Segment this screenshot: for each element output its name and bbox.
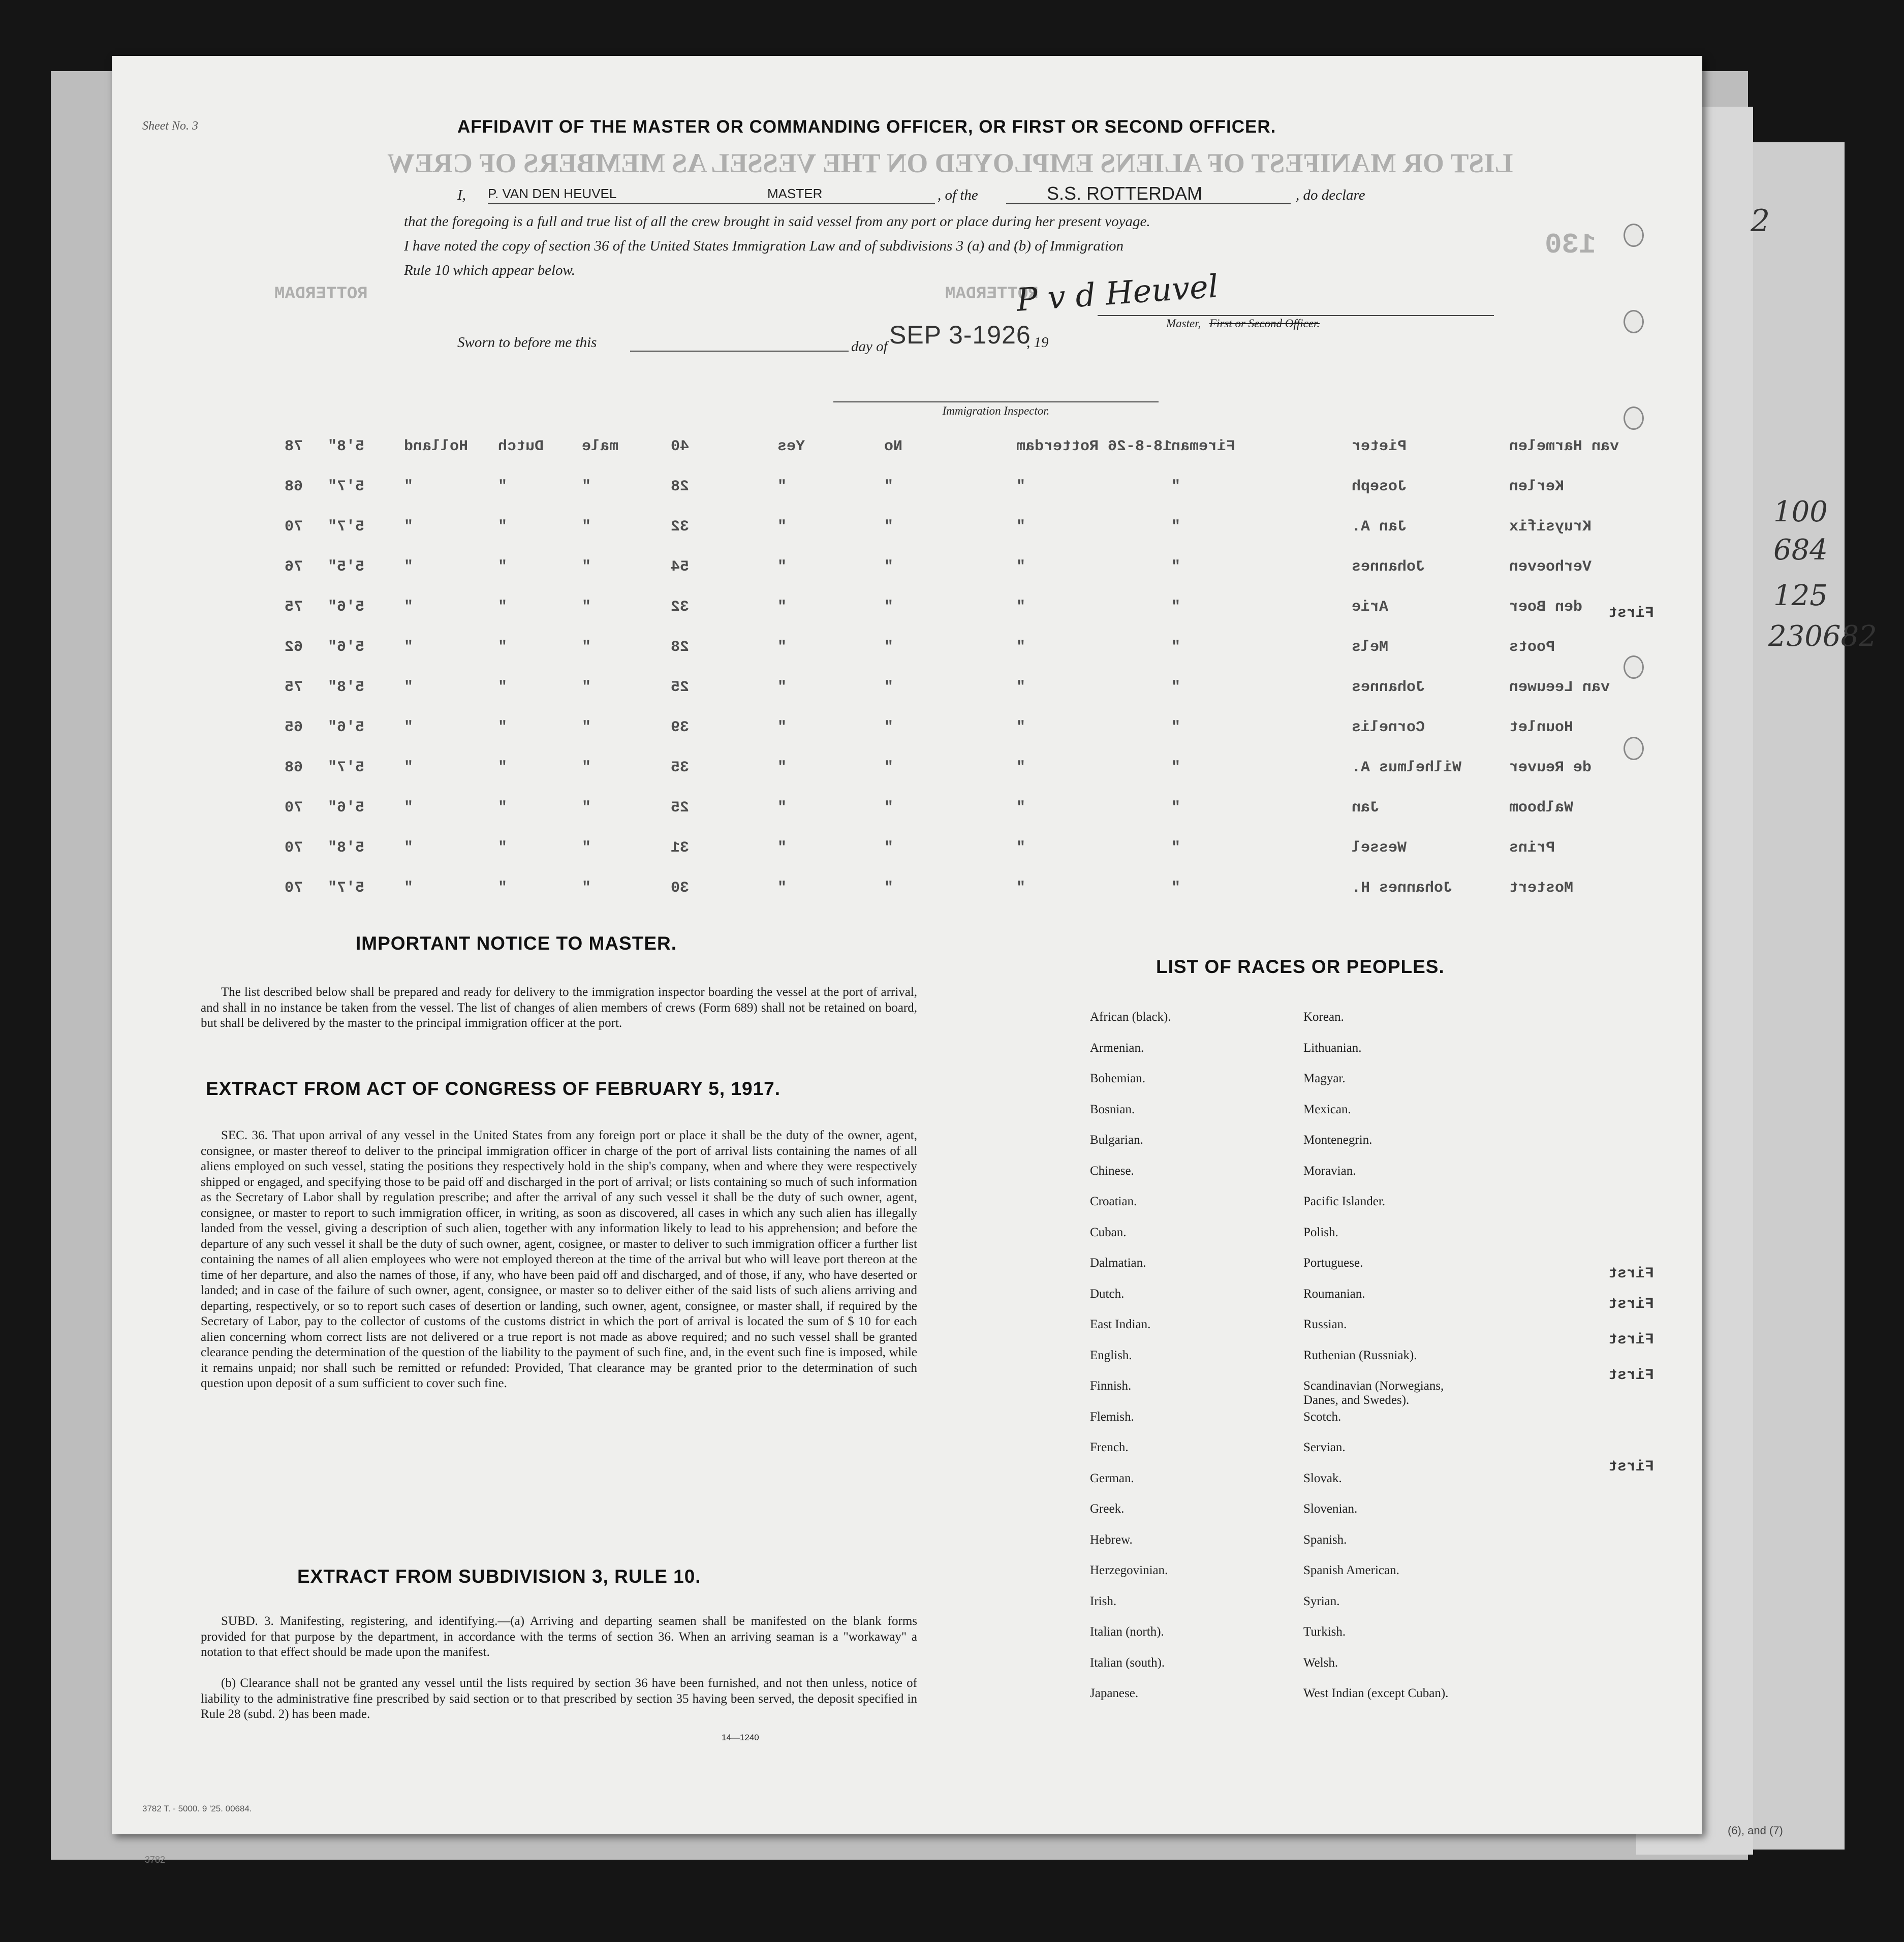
race-item: Spanish. xyxy=(1303,1532,1347,1547)
punch-hole xyxy=(1624,406,1644,430)
race-item: Bosnian. xyxy=(1090,1102,1135,1116)
crew-surname: Hounlet xyxy=(1509,719,1574,736)
act-extract-title: EXTRACT FROM ACT OF CONGRESS OF FEBRUARY 5, 1917. xyxy=(206,1078,781,1099)
crew-sex: " xyxy=(582,759,591,776)
crew-shipped: " xyxy=(1016,558,1026,576)
crew-surname: Walboom xyxy=(1509,799,1574,817)
side-label: First xyxy=(1608,1331,1655,1349)
race-item: Montenegrin. xyxy=(1303,1133,1372,1147)
do-declare-label: , do declare xyxy=(1296,187,1365,203)
crew-discharged: " xyxy=(884,759,894,776)
crew-weight: 76 xyxy=(285,558,303,576)
race-item: Portuguese. xyxy=(1303,1256,1363,1270)
crew-surname: Poots xyxy=(1509,639,1555,656)
side-label: First xyxy=(1608,1458,1655,1476)
fill-line xyxy=(488,203,742,204)
affidavit-page xyxy=(112,56,1702,1834)
race-item: Dalmatian. xyxy=(1090,1256,1146,1270)
crew-race: " xyxy=(498,759,508,776)
race-item: Pacific Islander. xyxy=(1303,1195,1386,1208)
crew-shipped: " xyxy=(1016,719,1026,736)
crew-given: Joseph xyxy=(1352,478,1407,495)
corner-code: 3782 xyxy=(145,1855,166,1865)
race-item: Spanish American. xyxy=(1303,1563,1399,1577)
handwritten-number: 2 xyxy=(1751,203,1770,239)
race-item: Italian (south). xyxy=(1090,1655,1165,1670)
crew-race: " xyxy=(498,799,508,817)
crew-sex: " xyxy=(582,558,591,576)
crew-position: " xyxy=(1171,518,1181,536)
notice-body: The list described below shall be prepared and ready for delivery to the immigration inspector boarding the vessel at the port of arrival, and shall in no instance be taken from the vessel. The list of changes of alien members of crews (Form 689) shall not be retained on board, but shall be delivered by the master to the principal immigration officer at the port. xyxy=(201,985,917,1030)
crew-nationality: " xyxy=(404,518,414,536)
race-item: Moravian. xyxy=(1303,1164,1356,1178)
crew-age: 25 xyxy=(671,799,690,817)
crew-surname: Prins xyxy=(1509,839,1555,857)
crew-age: 28 xyxy=(671,478,690,495)
crew-given: Jan A. xyxy=(1352,518,1407,536)
crew-height: 5'8" xyxy=(328,679,365,696)
officer-name: P. VAN DEN HEUVEL xyxy=(488,186,617,201)
crew-shipped: " xyxy=(1016,679,1026,696)
crew-shipped: " xyxy=(1016,880,1026,897)
crew-age: 31 xyxy=(671,839,690,857)
vessel-name: S.S. ROTTERDAM xyxy=(1047,183,1203,204)
crew-position: " xyxy=(1171,558,1181,576)
notice-title: IMPORTANT NOTICE TO MASTER. xyxy=(356,933,677,954)
crew-position: " xyxy=(1171,478,1181,495)
handwritten-number: 230682 xyxy=(1768,620,1877,653)
race-item: Slovak. xyxy=(1303,1471,1342,1485)
race-item: Scandinavian (Norwegians, Danes, and Swedes). xyxy=(1303,1379,1444,1407)
crew-given: Wilhelmus A. xyxy=(1352,759,1462,776)
crew-age: 32 xyxy=(671,599,690,616)
underlying-text-fragment: (6), and (7) xyxy=(1728,1824,1783,1837)
signature-line xyxy=(1098,315,1494,316)
master-signature: P v d Heuvel xyxy=(1015,267,1220,319)
race-item: Armenian. xyxy=(1090,1041,1144,1055)
fill-line xyxy=(1006,203,1291,204)
crew-surname: den Boer xyxy=(1509,599,1583,616)
crew-sex: " xyxy=(582,599,591,616)
crew-race: " xyxy=(498,478,508,495)
crew-nationality: " xyxy=(404,558,414,576)
crew-given: Wessel xyxy=(1352,839,1407,857)
crew-surname: van Leeuwen xyxy=(1509,679,1610,696)
race-item: African (black). xyxy=(1090,1010,1171,1024)
crew-weight: 70 xyxy=(285,518,303,536)
crew-shipped: " xyxy=(1016,478,1026,495)
crew-weight: 68 xyxy=(285,478,303,495)
handwritten-number: 125 xyxy=(1773,579,1828,612)
crew-nationality: " xyxy=(404,799,414,817)
race-item: Servian. xyxy=(1303,1440,1346,1454)
crew-given: Cornelis xyxy=(1352,719,1425,736)
crew-height: 5'8" xyxy=(328,438,365,455)
rule-extract-body-b: (b) Clearance shall not be granted any vessel until the lists required by section 36 have been furnished, and not then unless, notice of liability to the administrative fine prescribed by said section or to that prescribed by section 35 having been served, the deposit specified in Rule 28 (subd. 2) has been made. xyxy=(201,1676,917,1721)
punch-hole xyxy=(1624,310,1644,333)
rule-extract-body-a: SUBD. 3. Manifesting, registering, and identifying.—(a) Arriving and departing seamen shall be manifested on the blank forms provided for that purpose by the department, in accordance with the terms of section 36. When an arriving seaman is a "workaway" a notation to that effect should be made upon the manifest. xyxy=(201,1614,917,1659)
crew-able-seaman: " xyxy=(777,759,787,776)
crew-discharged: No xyxy=(884,438,903,455)
crew-age: 28 xyxy=(671,639,690,656)
race-item: Japanese. xyxy=(1090,1686,1139,1700)
crew-height: 5'6" xyxy=(328,719,365,736)
struck-officer-label: First or Second Officer. xyxy=(1209,317,1320,330)
crew-nationality: " xyxy=(404,880,414,897)
crew-sex: " xyxy=(582,719,591,736)
crew-weight: 70 xyxy=(285,839,303,857)
crew-race: " xyxy=(498,518,508,536)
crew-position: Fireman xyxy=(1171,438,1236,455)
crew-discharged: " xyxy=(884,558,894,576)
race-item: Syrian. xyxy=(1303,1594,1340,1608)
of-the-label: , of the xyxy=(938,187,978,203)
race-item: Polish. xyxy=(1303,1225,1338,1239)
inspector-label: Immigration Inspector. xyxy=(942,404,1050,417)
crew-given: Arie xyxy=(1352,599,1389,616)
crew-height: 5'7" xyxy=(328,759,365,776)
race-item: Welsh. xyxy=(1303,1655,1338,1670)
race-item: Cuban. xyxy=(1090,1225,1127,1239)
crew-surname: Kerlen xyxy=(1509,478,1565,495)
race-item: Turkish. xyxy=(1303,1625,1346,1639)
crew-nationality: " xyxy=(404,719,414,736)
crew-position: " xyxy=(1171,679,1181,696)
race-item: Ruthenian (Russniak). xyxy=(1303,1348,1417,1362)
declaration-line-3: I have noted the copy of section 36 of the United States Immigration Law and of subdivisions 3 (a) and (b) of Immigration xyxy=(404,238,1124,254)
crew-race: " xyxy=(498,599,508,616)
crew-weight: 68 xyxy=(285,759,303,776)
crew-able-seaman: " xyxy=(777,518,787,536)
fill-line xyxy=(742,203,935,204)
crew-age: 25 xyxy=(671,679,690,696)
fill-line xyxy=(630,351,849,352)
crew-nationality: Holland xyxy=(404,438,469,455)
race-item: German. xyxy=(1090,1471,1134,1485)
race-item: English. xyxy=(1090,1348,1132,1362)
master-label: Master, xyxy=(1166,317,1201,330)
crew-shipped: " xyxy=(1016,599,1026,616)
race-item: Magyar. xyxy=(1303,1072,1346,1085)
crew-weight: 62 xyxy=(285,639,303,656)
crew-shipped: " xyxy=(1016,518,1026,536)
crew-discharged: " xyxy=(884,599,894,616)
crew-sex: " xyxy=(582,679,591,696)
race-item: Finnish. xyxy=(1090,1379,1132,1393)
race-item: Bohemian. xyxy=(1090,1072,1146,1085)
crew-weight: 70 xyxy=(285,799,303,817)
crew-race: " xyxy=(498,839,508,857)
crew-weight: 75 xyxy=(285,599,303,616)
crew-discharged: " xyxy=(884,880,894,897)
race-item: Chinese. xyxy=(1090,1164,1134,1178)
bleed-through-vessel: ROTTERDAM xyxy=(274,285,368,304)
crew-discharged: " xyxy=(884,719,894,736)
crew-shipped: " xyxy=(1016,759,1026,776)
crew-nationality: " xyxy=(404,599,414,616)
crew-nationality: " xyxy=(404,679,414,696)
crew-row xyxy=(112,880,1702,910)
crew-discharged: " xyxy=(884,799,894,817)
declaration-line-2: that the foregoing is a full and true list of all the crew brought in said vessel from any port or place during her present voyage. xyxy=(404,213,1150,230)
race-item: Russian. xyxy=(1303,1318,1347,1331)
crew-able-seaman: " xyxy=(777,599,787,616)
race-item: Korean. xyxy=(1303,1010,1344,1024)
day-of-label: day of xyxy=(851,338,888,355)
crew-sex: " xyxy=(582,639,591,656)
declaration-prefix: I, xyxy=(457,187,466,203)
crew-discharged: " xyxy=(884,679,894,696)
crew-nationality: " xyxy=(404,839,414,857)
crew-row xyxy=(112,759,1702,790)
crew-race: " xyxy=(498,880,508,897)
crew-sex: " xyxy=(582,799,591,817)
crew-height: 5'7" xyxy=(328,518,365,536)
crew-age: 32 xyxy=(671,518,690,536)
crew-sex: " xyxy=(582,880,591,897)
crew-able-seaman: " xyxy=(777,639,787,656)
crew-able-seaman: " xyxy=(777,558,787,576)
crew-position: " xyxy=(1171,839,1181,857)
bleed-through-heading: LIST OR MANIFEST OF ALIENS EMPLOYED ON THE VESSEL AS MEMBERS OF CREW xyxy=(387,148,1513,178)
crew-height: 5'8" xyxy=(328,839,365,857)
crew-surname: van Harmelen xyxy=(1509,438,1619,455)
crew-able-seaman: " xyxy=(777,719,787,736)
crew-given: Pieter xyxy=(1352,438,1407,455)
rule-extract-title: EXTRACT FROM SUBDIVISION 3, RULE 10. xyxy=(297,1566,701,1587)
crew-shipped: " xyxy=(1016,839,1026,857)
crew-able-seaman: " xyxy=(777,679,787,696)
act-extract-body: SEC. 36. That upon arrival of any vessel in the United States from any foreign port or place it shall be the duty of the owner, agent, consignee, or master thereof to deliver to the principal immigration officer in charge of the port of arrival lists containing the names of all aliens employed on such vessel, stating the positions they respectively hold in the ship's company, when and where they were respectively shipped or engaged, and specifying those to be paid off and discharged in the port of arrival; or lists containing so much of such information as the Secretary of Labor shall by regulation prescribe; and after the arrival of any such vessel it shall be the duty of such owner, agent, consignee, or master to report to such immigration officer, in writing, as soon as discovered, all cases in which any such alien has illegally landed from the vessel, giving a description of such alien, together with any information likely to lead to his apprehension; and before the departure of any such vessel it shall be the duty of such owner, agent, cosignee, or master to deliver to such immigration officer a further list containing the names of all alien employees who were not employed thereon at the time of the arrival but who will leave port thereon at the time of her departure, and also the names of those, if any, who have been paid off and discharged, and of those, if any, who have deserted or landed; and in case of the failure of such owner, agent, consignee, or master so to deliver either of the said lists of such aliens arriving and departing, respectively, or so to report such cases of desertion or landing, such owner, agent, consignee, or master shall, if required by the Secretary of Labor, pay to the collector of customs of the customs district in which the port of arrival is located the sum of $ 10 for each alien concerning whom correct lists are not delivered or a true report is not made as above required; and no such vessel shall be granted clearance pending the determination of the question of the liability to the payment of such fine, and, in the event such fine is imposed, while it remains unpaid; nor shall such be remitted or refunded: Provided, That clearance may be granted prior to the determination of such question upon deposit of a sum sufficient to cover such fine. xyxy=(201,1129,917,1390)
sworn-label: Sworn to before me this xyxy=(457,334,597,351)
affidavit-title: AFFIDAVIT OF THE MASTER OR COMMANDING OFFICER, OR FIRST OR SECOND OFFICER. xyxy=(457,117,1276,137)
crew-discharged: " xyxy=(884,639,894,656)
crew-surname: Mostert xyxy=(1509,880,1574,897)
crew-row xyxy=(112,599,1702,629)
race-item: Hebrew. xyxy=(1090,1532,1133,1547)
race-item: Roumanian. xyxy=(1303,1287,1365,1301)
race-item: Dutch. xyxy=(1090,1287,1125,1301)
crew-row xyxy=(112,438,1702,468)
punch-hole xyxy=(1624,224,1644,247)
declaration-line-4: Rule 10 which appear below. xyxy=(404,262,575,278)
race-item: Mexican. xyxy=(1303,1102,1351,1116)
crew-race: " xyxy=(498,679,508,696)
crew-able-seaman: " xyxy=(777,478,787,495)
crew-height: 5'6" xyxy=(328,639,365,656)
crew-surname: de Reuver xyxy=(1509,759,1592,776)
race-item: Greek. xyxy=(1090,1502,1125,1516)
race-item: Slovenian. xyxy=(1303,1502,1358,1516)
crew-shipped: " xyxy=(1016,639,1026,656)
side-label: First xyxy=(1608,1367,1655,1384)
sheet-number: Sheet No. 3 xyxy=(142,119,198,133)
officer-position: MASTER xyxy=(767,186,823,201)
race-item: East Indian. xyxy=(1090,1318,1151,1331)
crew-able-seaman: " xyxy=(777,839,787,857)
crew-row xyxy=(112,558,1702,589)
crew-position: " xyxy=(1171,880,1181,897)
crew-race: " xyxy=(498,639,508,656)
race-item: West Indian (except Cuban). xyxy=(1303,1686,1449,1700)
crew-age: 54 xyxy=(671,558,690,576)
crew-able-seaman: " xyxy=(777,799,787,817)
crew-weight: 65 xyxy=(285,719,303,736)
date-stamp: SEP 3-1926 xyxy=(889,321,1031,349)
crew-shipped: 18-8-26 Rotterdam xyxy=(1016,438,1172,455)
crew-given: Mels xyxy=(1352,639,1389,656)
crew-able-seaman: " xyxy=(777,880,787,897)
crew-discharged: " xyxy=(884,478,894,495)
crew-age: 30 xyxy=(671,880,690,897)
races-title: LIST OF RACES OR PEOPLES. xyxy=(1156,956,1445,977)
crew-race: Dutch xyxy=(498,438,544,455)
crew-height: 5'5" xyxy=(328,558,365,576)
crew-weight: 70 xyxy=(285,880,303,897)
handwritten-number: 684 xyxy=(1773,534,1828,567)
crew-able-seaman: Yes xyxy=(777,438,805,455)
crew-weight: 78 xyxy=(285,438,303,455)
crew-row xyxy=(112,839,1702,870)
race-item: Irish. xyxy=(1090,1594,1117,1608)
crew-position: " xyxy=(1171,759,1181,776)
race-item: Italian (north). xyxy=(1090,1625,1164,1639)
crew-height: 5'7" xyxy=(328,880,365,897)
crew-race: " xyxy=(498,719,508,736)
crew-surname: Kruysifix xyxy=(1509,518,1592,536)
race-item: French. xyxy=(1090,1440,1129,1454)
crew-surname: Verhoeven xyxy=(1509,558,1592,576)
race-item: Flemish. xyxy=(1090,1409,1134,1424)
crew-position: " xyxy=(1171,599,1181,616)
crew-row xyxy=(112,478,1702,509)
bleed-through-page-number: 130 xyxy=(1545,229,1596,261)
crew-weight: 75 xyxy=(285,679,303,696)
race-item: Bulgarian. xyxy=(1090,1133,1143,1147)
crew-given: Jan xyxy=(1352,799,1380,817)
print-code: 3782 T. - 5000. 9 '25. 00684. xyxy=(142,1804,252,1813)
race-item: Herzegovinian. xyxy=(1090,1563,1168,1577)
crew-sex: " xyxy=(582,518,591,536)
crew-discharged: " xyxy=(884,518,894,536)
crew-position: " xyxy=(1171,639,1181,656)
crew-sex: " xyxy=(582,839,591,857)
crew-height: 5'6" xyxy=(328,599,365,616)
crew-row xyxy=(112,719,1702,749)
side-label: First xyxy=(1608,1265,1655,1282)
crew-row xyxy=(112,799,1702,830)
side-label: First xyxy=(1608,1296,1655,1313)
crew-sex: male xyxy=(582,438,619,455)
crew-row xyxy=(112,518,1702,549)
crew-nationality: " xyxy=(404,639,414,656)
crew-given: Johannes xyxy=(1352,558,1425,576)
crew-age: 39 xyxy=(671,719,690,736)
inspector-signature-line xyxy=(833,401,1159,402)
crew-height: 5'6" xyxy=(328,799,365,817)
race-item: Scotch. xyxy=(1303,1409,1341,1424)
crew-position: " xyxy=(1171,799,1181,817)
crew-age: 35 xyxy=(671,759,690,776)
crew-position: " xyxy=(1171,719,1181,736)
race-item: Lithuanian. xyxy=(1303,1041,1362,1055)
crew-nationality: " xyxy=(404,759,414,776)
form-code: 14—1240 xyxy=(722,1733,759,1742)
crew-row xyxy=(112,679,1702,709)
crew-sex: " xyxy=(582,478,591,495)
bleed-through-vessel: ROTTERDAM xyxy=(945,285,1039,304)
race-item: Croatian. xyxy=(1090,1195,1137,1208)
handwritten-number: 100 xyxy=(1773,495,1828,528)
crew-age: 40 xyxy=(671,438,690,455)
crew-shipped: " xyxy=(1016,799,1026,817)
side-label: First xyxy=(1608,605,1655,622)
crew-row xyxy=(112,639,1702,669)
crew-given: Johannes xyxy=(1352,679,1425,696)
crew-race: " xyxy=(498,558,508,576)
crew-given: Johannes H. xyxy=(1352,880,1453,897)
year-label: , 19 xyxy=(1026,334,1049,351)
crew-nationality: " xyxy=(404,478,414,495)
crew-height: 5'7" xyxy=(328,478,365,495)
crew-discharged: " xyxy=(884,839,894,857)
